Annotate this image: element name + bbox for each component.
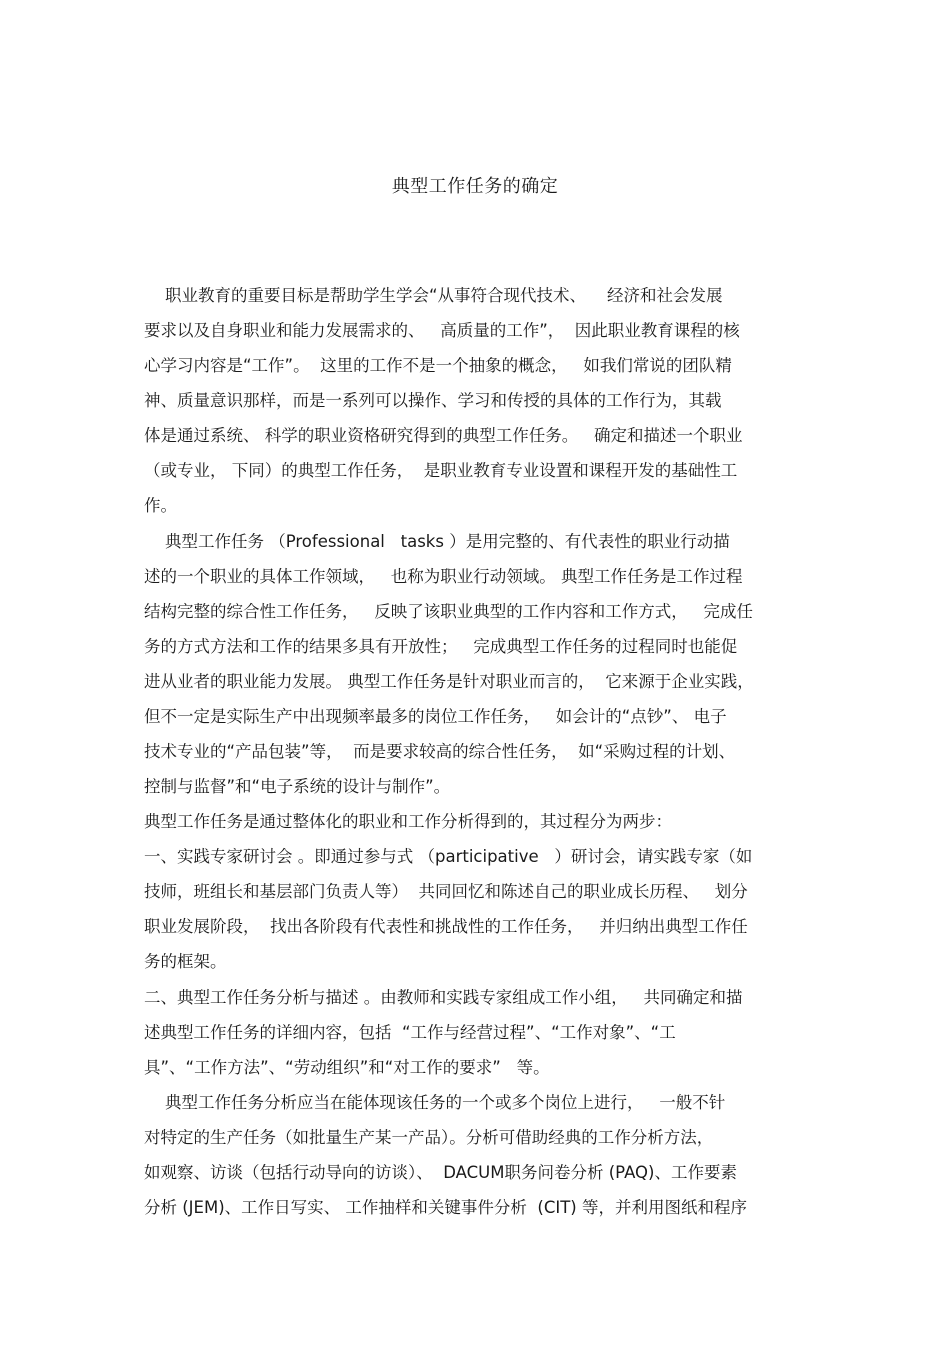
paragraph-line: 典型工作任务 （Professional tasks ）是用完整的、有代表性的职业行动描 (144, 532, 730, 551)
paragraph-line: 分析 (JEM)、工作日写实、 工作抽样和关键事件分析 (CIT) 等，并利用图纸和程序 (144, 1198, 747, 1217)
paragraph-line: 对特定的生产任务（如批量生产某一产品）。分析可借助经典的工作分析方法， (144, 1128, 714, 1147)
paragraph-line: 务的方式方法和工作的结果多具有开放性； 完成典型工作任务的过程同时也能促 (144, 637, 738, 656)
paragraph-line: 二、典型工作任务分析与描述 。由教师和实践专家组成工作小组， 共同确定和描 (144, 988, 743, 1007)
paragraph-line: 职业发展阶段， 找出各阶段有代表性和挑战性的工作任务， 并归纳出典型工作任 (144, 917, 748, 936)
paragraph-line: 要求以及自身职业和能力发展需求的、 高质量的工作”， 因此职业教育课程的核 (144, 321, 740, 340)
paragraph-line: （或专业， 下同）的典型工作任务， 是职业教育专业设置和课程开发的基础性工 (144, 461, 738, 480)
paragraph-line: 技师，班组长和基层部门负责人等） 共同回忆和陈述自己的职业成长历程、 划分 (144, 882, 748, 901)
paragraph-line: 心学习内容是“工作”。 这里的工作不是一个抽象的概念， 如我们常说的团队精 (144, 356, 732, 375)
paragraph-line: 技术专业的“产品包装”等， 而是要求较高的综合性任务， 如“采购过程的计划、 (144, 742, 736, 761)
paragraph-line: 务的框架。 (144, 952, 227, 971)
paragraph-line: 结构完整的综合性工作任务， 反映了该职业典型的工作内容和工作方式， 完成任 (144, 602, 753, 621)
paragraph-line: 进从业者的职业能力发展。 典型工作任务是针对职业而言的， 它来源于企业实践， (144, 672, 754, 691)
paragraph-line: 体是通过系统、 科学的职业资格研究得到的典型工作任务。 确定和描述一个职业 (144, 426, 743, 445)
paragraph-line: 具”、“工作方法”、“劳动组织”和“对工作的要求” 等。 (144, 1058, 550, 1077)
paragraph-line: 典型工作任务是通过整体化的职业和工作分析得到的，其过程分为两步： (144, 812, 672, 831)
paragraph-line: 述的一个职业的具体工作领域， 也称为职业行动领域。 典型工作任务是工作过程 (144, 567, 743, 586)
paragraph-line: 述典型工作任务的详细内容，包括 “工作与经营过程”、“工作对象”、“工 (144, 1023, 676, 1042)
paragraph-line: 一、实践专家研讨会 。即通过参与式 （participative ）研讨会，请实践专家（如 (144, 847, 753, 866)
paragraph-line: 作。 (144, 496, 177, 515)
paragraph-line: 神、质量意识那样，而是一系列可以操作、学习和传授的具体的工作行为，其载 (144, 391, 722, 410)
paragraph-line: 如观察、访谈（包括行动导向的访谈）、 DACUM职务问卷分析 (PAQ)、工作要素 (144, 1163, 737, 1182)
paragraph-line: 典型工作任务分析应当在能体现该任务的一个或多个岗位上进行， 一般不针 (144, 1093, 726, 1112)
paragraph-line: 职业教育的重要目标是帮助学生学会“从事符合现代技术、 经济和社会发展 (144, 286, 723, 305)
document-title: 典型工作任务的确定 (391, 176, 559, 197)
paragraph-line: 但不一定是实际生产中出现频率最多的岗位工作任务， 如会计的“点钞”、 电子 (144, 707, 727, 726)
paragraph-line: 控制与监督”和“电子系统的设计与制作”。 (144, 777, 451, 796)
